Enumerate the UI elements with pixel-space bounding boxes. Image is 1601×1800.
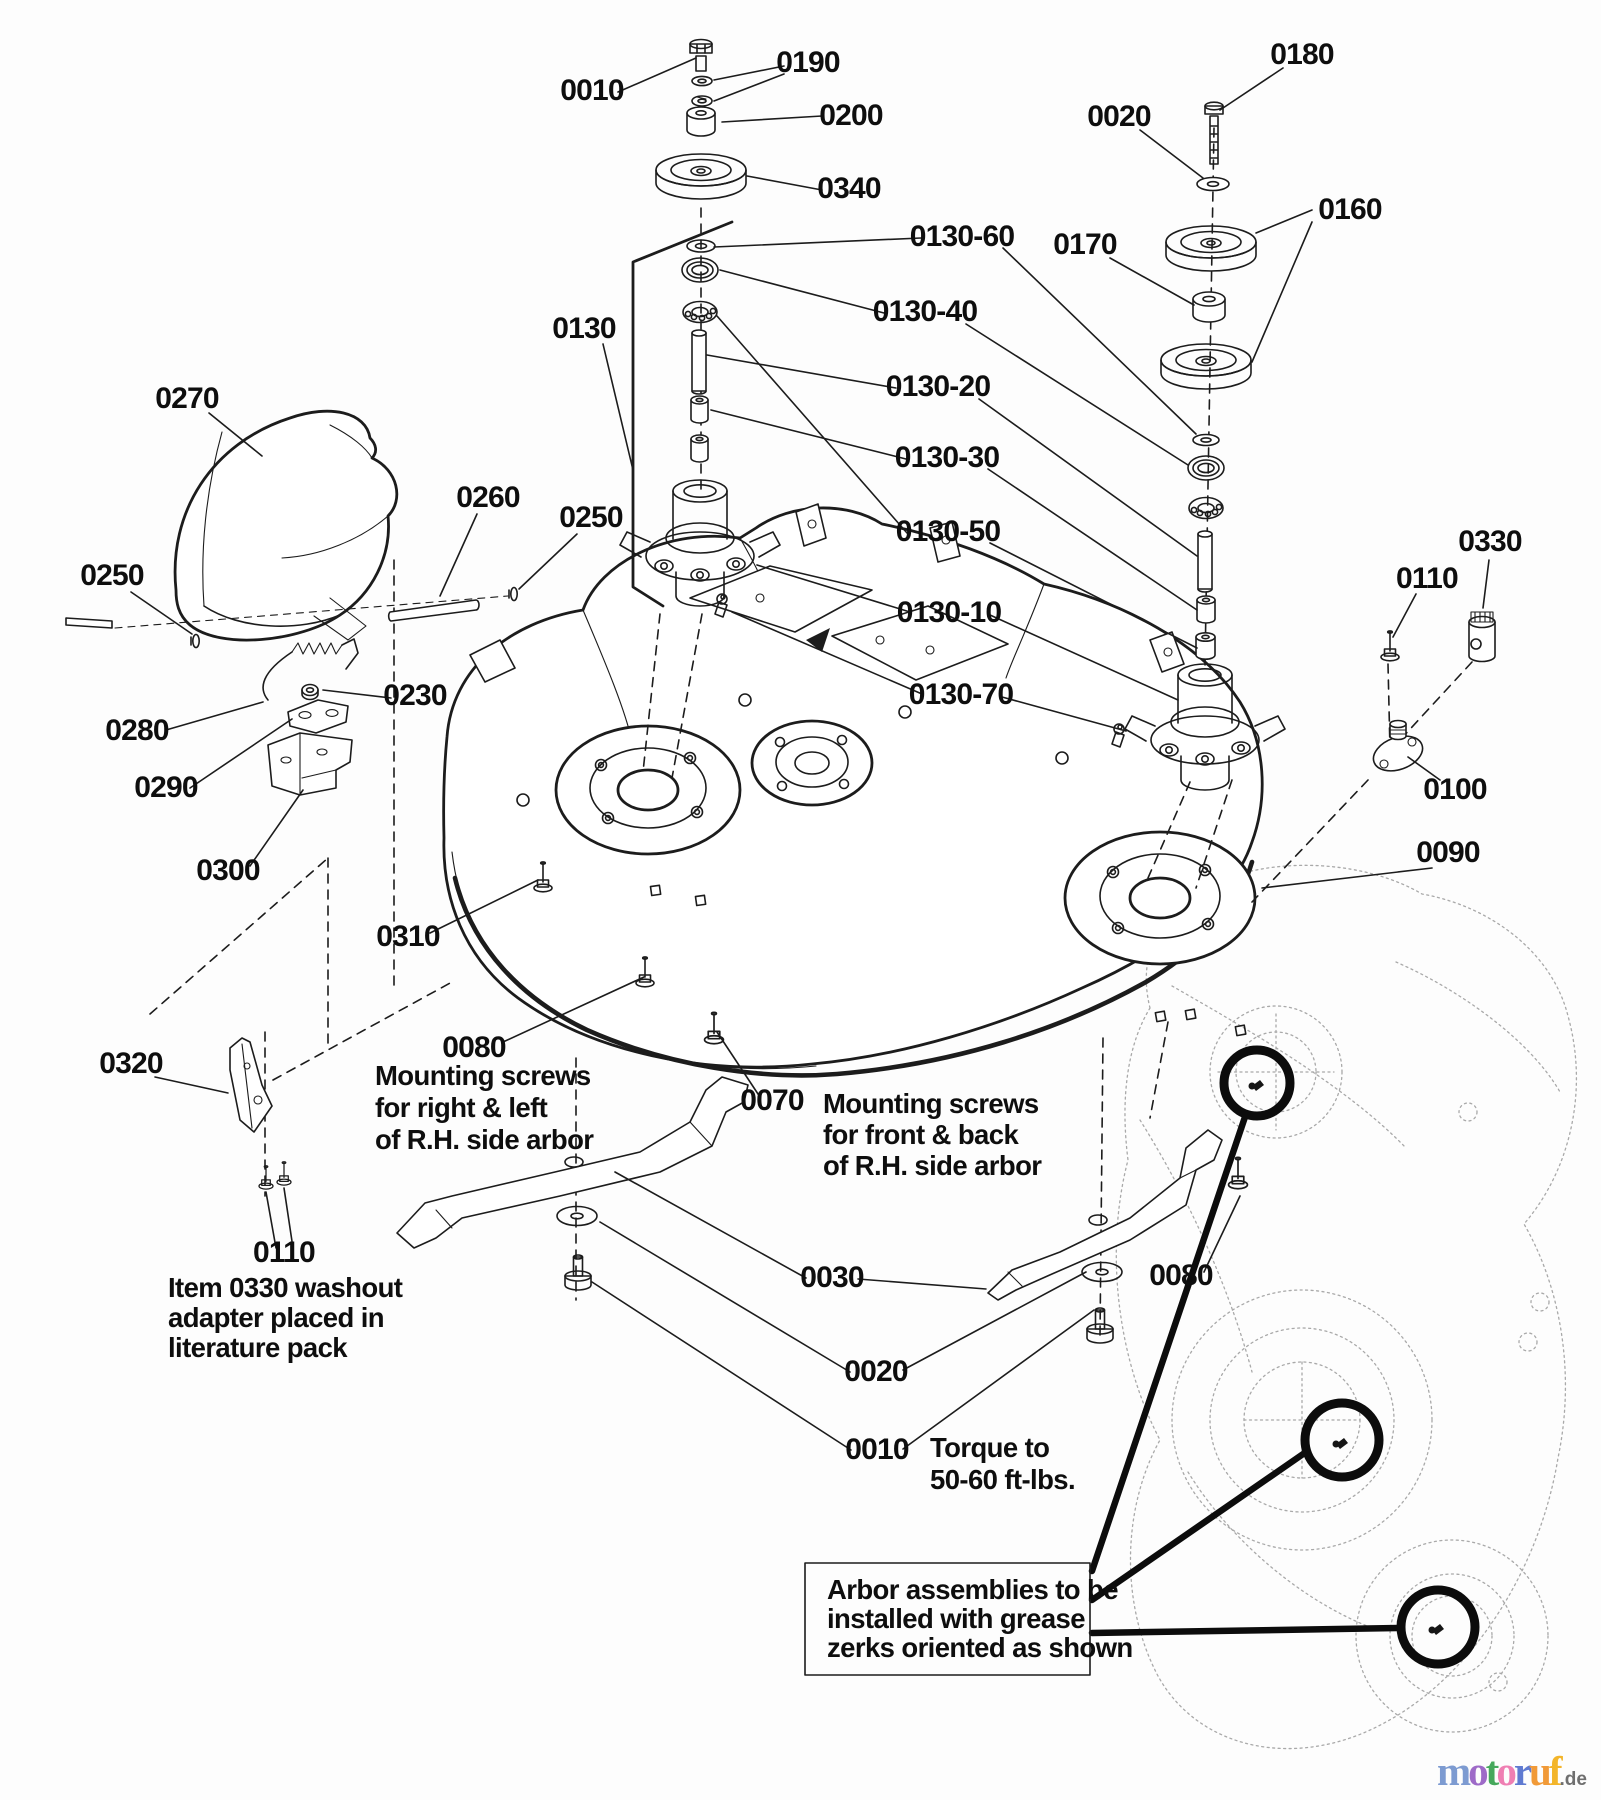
- spacer-right-b: [1196, 633, 1215, 659]
- bearing-right-lower: [1189, 498, 1223, 519]
- callout-0130: 0130: [552, 312, 616, 345]
- chute-bracket-upper: [288, 700, 348, 733]
- note-line: for right & left: [375, 1092, 548, 1123]
- callout-0160: 0160: [1318, 193, 1382, 226]
- note-line: Item 0330 washout: [168, 1272, 403, 1303]
- logo-letter: u: [1529, 1748, 1549, 1794]
- logo-letter: o: [1468, 1748, 1486, 1794]
- callout-0230: 0230: [383, 679, 447, 712]
- callout-0250-left: 0250: [80, 559, 144, 592]
- callout-0130-70: 0130-70: [908, 678, 1014, 711]
- screw-0110-a: [259, 1166, 273, 1189]
- washer-right: [1193, 435, 1219, 446]
- callout-0260: 0260: [456, 481, 520, 514]
- callout-0250-right: 0250: [559, 501, 623, 534]
- callout-0070: 0070: [740, 1084, 804, 1117]
- note-line: zerks oriented as shown: [827, 1632, 1133, 1663]
- callout-0200: 0200: [819, 99, 883, 132]
- bearing-0130-50: [683, 302, 717, 323]
- note-torque: [930, 1432, 1075, 1495]
- callout-0270: 0270: [155, 382, 219, 415]
- spindle-bolt: [690, 40, 712, 72]
- hinge-nut: [302, 685, 318, 700]
- logo-letter: m: [1437, 1748, 1469, 1794]
- callout-0170: 0170: [1053, 228, 1117, 261]
- bearing-right-upper: [1188, 456, 1224, 480]
- note-line: Mounting screws: [375, 1060, 591, 1091]
- logo-letter: t: [1485, 1748, 1497, 1794]
- callout-0010-top: 0010: [560, 74, 624, 107]
- bearing-0130-40: [682, 258, 718, 282]
- spacer-0200: [687, 107, 715, 136]
- callout-0130-50: 0130-50: [895, 515, 1001, 548]
- note-box-arbor-assemblies: [805, 1563, 1133, 1675]
- washout-adapter-0330: [1469, 612, 1495, 662]
- callout-0130-40: 0130-40: [872, 295, 978, 328]
- callout-0300: 0300: [196, 854, 260, 887]
- callout-0340: 0340: [817, 172, 881, 205]
- right-blade-washer: [1082, 1263, 1122, 1282]
- grease-zerk-markers: [1092, 1050, 1475, 1664]
- callout-0190: 0190: [776, 46, 840, 79]
- callout-0090: 0090: [1416, 836, 1480, 869]
- callout-0110-bottom: 0110: [253, 1236, 315, 1269]
- screw-0110-right: [1381, 631, 1399, 661]
- note-line: for front & back: [823, 1119, 1019, 1150]
- pulley-0340: [656, 154, 746, 199]
- logo-domain-suffix: .de: [1559, 1769, 1587, 1790]
- callout-0100: 0100: [1423, 773, 1487, 806]
- ghost-deck-underside-view: [1116, 865, 1576, 1748]
- washout-port-0100: [1373, 721, 1422, 771]
- pulley-0160-lower: [1161, 344, 1251, 389]
- note-line: of R.H. side arbor: [375, 1124, 594, 1155]
- note-washout-adapter: [168, 1272, 403, 1363]
- callout-0130-60: 0130-60: [909, 220, 1015, 253]
- washer-0020: [1197, 178, 1229, 191]
- discharge-chute: [175, 411, 397, 640]
- left-blade-washer: [557, 1207, 597, 1226]
- callout-0180: 0180: [1270, 38, 1334, 71]
- chute-spring: [263, 639, 358, 700]
- callout-0080-right: 0080: [1149, 1259, 1213, 1292]
- logo-letter: f: [1548, 1748, 1560, 1794]
- callout-0130-20: 0130-20: [885, 370, 991, 403]
- note-line: literature pack: [168, 1332, 348, 1363]
- motoruf-logo[interactable]: [1437, 1747, 1587, 1795]
- callout-0020-top: 0020: [1087, 100, 1151, 133]
- spacer-right-a: [1197, 596, 1215, 623]
- callout-0330: 0330: [1458, 525, 1522, 558]
- push-nut-right: [509, 588, 517, 601]
- screw-0110-b: [277, 1162, 291, 1185]
- spacer-0170: [1193, 292, 1225, 322]
- callout-0010-bottom: 0010: [845, 1433, 909, 1466]
- callout-0320: 0320: [99, 1047, 163, 1080]
- note-line: Torque to: [930, 1432, 1050, 1463]
- callout-0130-30: 0130-30: [894, 441, 1000, 474]
- note-line: Mounting screws: [823, 1088, 1039, 1119]
- callout-0110-right: 0110: [1396, 562, 1458, 595]
- note-line: 50-60 ft-lbs.: [930, 1464, 1076, 1495]
- callout-0290: 0290: [134, 771, 198, 804]
- note-line: Arbor assemblies to be: [827, 1574, 1118, 1605]
- note-mounting-left: [375, 1060, 594, 1155]
- flat-washer: [692, 76, 712, 85]
- shaft-0130-20: [692, 330, 706, 394]
- callout-0280: 0280: [105, 714, 169, 747]
- note-mounting-right: [823, 1088, 1042, 1181]
- logo-letter: o: [1496, 1748, 1514, 1794]
- callout-0020-bottom: 0020: [844, 1355, 908, 1388]
- mower-deck-shell: [444, 504, 1263, 1075]
- note-line: installed with grease: [827, 1603, 1085, 1634]
- callout-0310: 0310: [376, 920, 440, 953]
- chute-bracket-lower: [268, 733, 352, 795]
- callout-0080-left: 0080: [442, 1031, 506, 1064]
- spacer-0130-30a: [691, 396, 708, 423]
- spacer-0130-30b: [691, 435, 708, 462]
- push-nut-left: [191, 635, 199, 648]
- note-line: of R.H. side arbor: [823, 1150, 1042, 1181]
- note-line: adapter placed in: [168, 1302, 384, 1333]
- callout-0130-10: 0130-10: [896, 596, 1002, 629]
- left-blade-bolt: [565, 1255, 591, 1290]
- logo-letter: r: [1513, 1748, 1530, 1794]
- shaft-right: [1198, 531, 1212, 592]
- lock-washer: [692, 96, 712, 106]
- callout-0030: 0030: [800, 1261, 864, 1294]
